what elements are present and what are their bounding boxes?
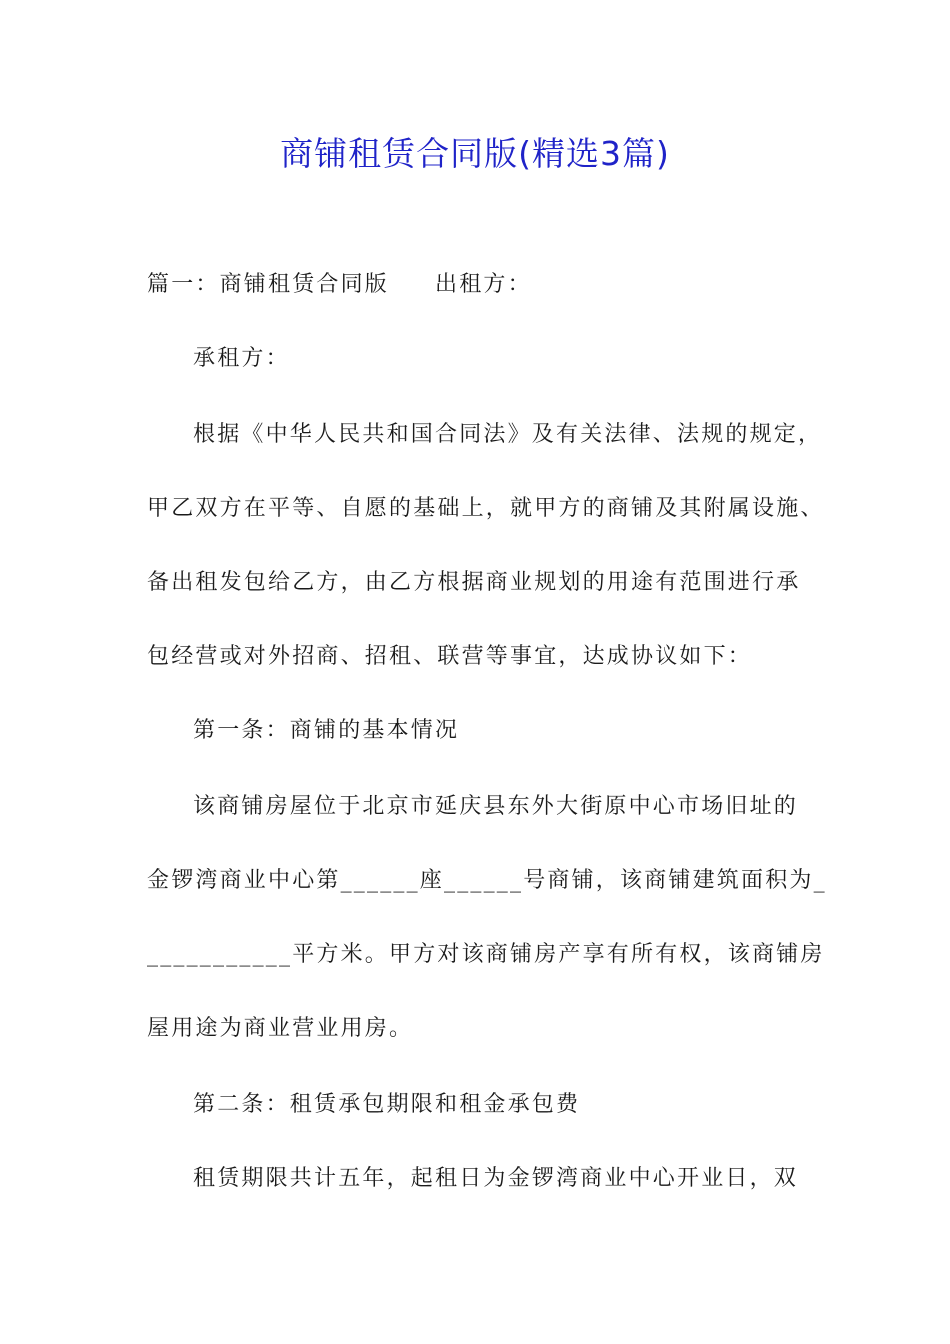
- text-line-5: 备出租发包给乙方，由乙方根据商业规划的用途有范围进行承: [147, 570, 801, 595]
- text-line-6: 包经营或对外招商、招租、联营等事宜，达成协议如下：: [147, 644, 753, 669]
- text-line-10: ___________平方米。甲方对该商铺房产享有所有权，该商铺房: [147, 942, 825, 967]
- text-line-1: [147, 270, 532, 300]
- text-line-13: 租赁期限共计五年，起租日为金锣湾商业中心开业日，双: [193, 1166, 799, 1191]
- section-heading: 篇一：商铺租赁合同版: [147, 272, 390, 297]
- text-line-9: 金锣湾商业中心第______座______号商铺，该商铺建筑面积为_: [147, 868, 827, 893]
- document-title: 商铺租赁合同版(精选3篇): [280, 134, 670, 173]
- text-line-11: 屋用途为商业营业用房。: [147, 1016, 414, 1041]
- lessee-label: 承租方：: [193, 346, 290, 371]
- text-line-8: 该商铺房屋位于北京市延庆县东外大街原中心市场旧址的: [193, 794, 799, 819]
- article-1-heading: 第一条：商铺的基本情况: [193, 718, 460, 743]
- lessor-label: 出租方：: [435, 272, 532, 297]
- article-2-heading: 第二条：租赁承包期限和租金承包费: [193, 1092, 581, 1117]
- text-line-3: 根据《中华人民共和国合同法》及有关法律、法规的规定，: [193, 422, 823, 447]
- text-line-4: 甲乙双方在平等、自愿的基础上，就甲方的商铺及其附属设施、: [147, 496, 825, 521]
